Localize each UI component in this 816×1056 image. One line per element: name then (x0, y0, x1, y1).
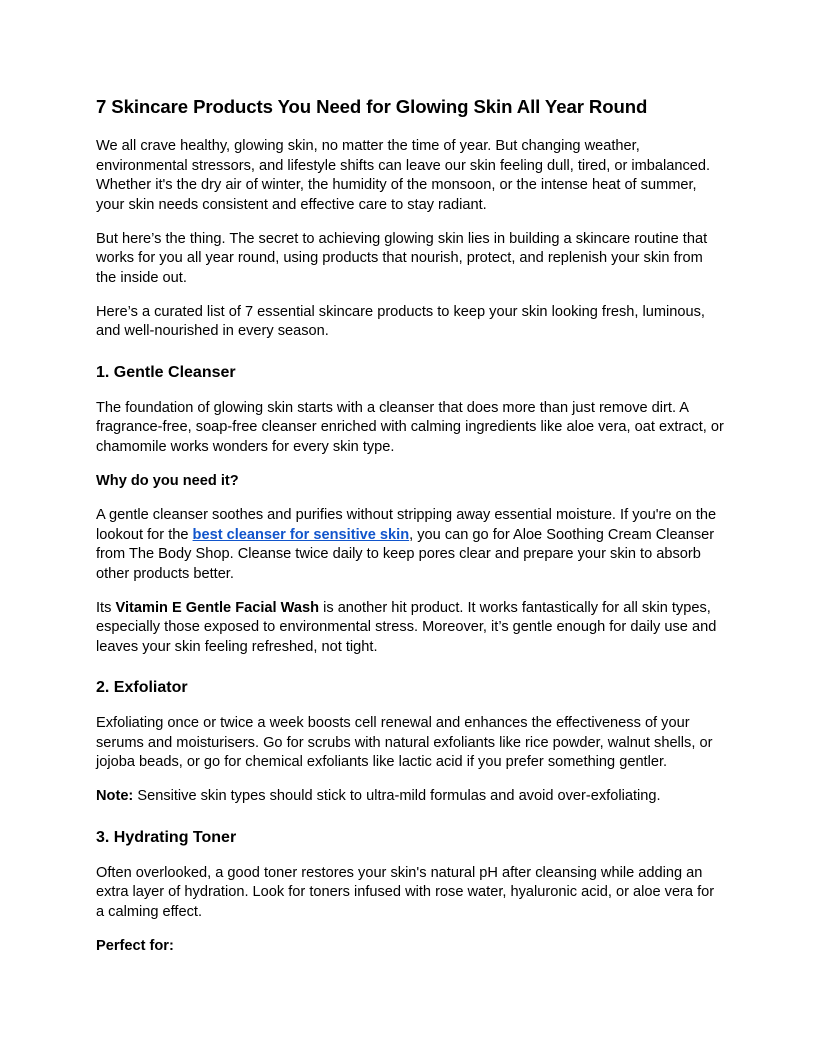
cleanser-paragraph-3-start: Its (96, 599, 116, 616)
product-name-bold: Vitamin E Gentle Facial Wash (115, 599, 320, 616)
section-heading-hydrating-toner: 3. Hydrating Toner (96, 828, 237, 846)
cleanser-subheading: Why do you need it? (96, 472, 239, 489)
section-heading-exfoliator: 2. Exfoliator (96, 679, 188, 696)
section-heading-gentle-cleanser: 1. Gentle Cleanser (96, 363, 236, 381)
note-text: Sensitive skin types should stick to ultra-mild formulas and avoid over-exfoliating. (133, 788, 661, 804)
cleanser-paragraph-2 (96, 506, 726, 584)
intro-paragraph-2: But here’s the thing. The secret to achieving glowing skin lies in building a skincare routine that works for you all year round, using products that nourish, protect, and replenish your skin from the inside out. (96, 230, 708, 286)
document-page (96, 95, 726, 971)
cleanser-paragraph-2-end: , you can go for Aloe Soothing Cream Cleanser from The Body Shop. Cleanse twice daily to keep pores clear and prepare your skin to absorb other products better. (96, 526, 715, 582)
best-cleanser-link[interactable]: best cleanser for sensitive skin (192, 526, 410, 543)
note-label: Note: (96, 788, 134, 804)
exfoliator-paragraph-1: Exfoliating once or twice a week boosts cell renewal and enhances the effectiveness of your serums and moisturisers. Go for scrubs with natural exfoliants like rice powder, walnut shells, or jojoba beads, or go for chemical exfoliants like lactic acid if you prefer something gentler. (96, 715, 713, 770)
exfoliator-note (96, 787, 726, 807)
intro-paragraph-3: Here’s a curated list of 7 essential skincare products to keep your skin looking fresh, luminous, and well-nourished in every season. (96, 303, 705, 339)
cleanser-paragraph-2-start: A gentle cleanser soothes and purifies without stripping away essential moisture. If you're on the lookout for the (96, 507, 717, 543)
intro-paragraph-1: We all crave healthy, glowing skin, no matter the time of year. But changing weather, environmental stressors, and lifestyle shifts can leave our skin feeling dull, tired, or imbalanced. Whether it's the dry air of winter, the humidity of the monsoon, or the intense heat of summer, your skin needs consistent and effective care to stay radiant. (96, 138, 711, 213)
cleanser-paragraph-3-end: is another hit product. It works fantastically for all skin types, especially those exposed to environmental stress. Moreover, it’s gentle enough for daily use and leaves your skin feeling refreshed, not tight. (96, 599, 717, 655)
cleanser-paragraph-1: The foundation of glowing skin starts with a cleanser that does more than just remove dirt. A fragrance-free, soap-free cleanser enriched with calming ingredients like aloe vera, oat extract, or chamomile works wonders for every skin type. (96, 399, 724, 455)
article-title: 7 Skincare Products You Need for Glowing Skin All Year Round (96, 96, 648, 117)
toner-subheading: Perfect for: (96, 937, 174, 954)
cleanser-paragraph-3 (96, 599, 726, 658)
toner-paragraph-1: Often overlooked, a good toner restores your skin's natural pH after cleansing while adding an extra layer of hydration. Look for toners infused with rose water, hyaluronic acid, or aloe vera for a calming effect. (96, 864, 715, 920)
